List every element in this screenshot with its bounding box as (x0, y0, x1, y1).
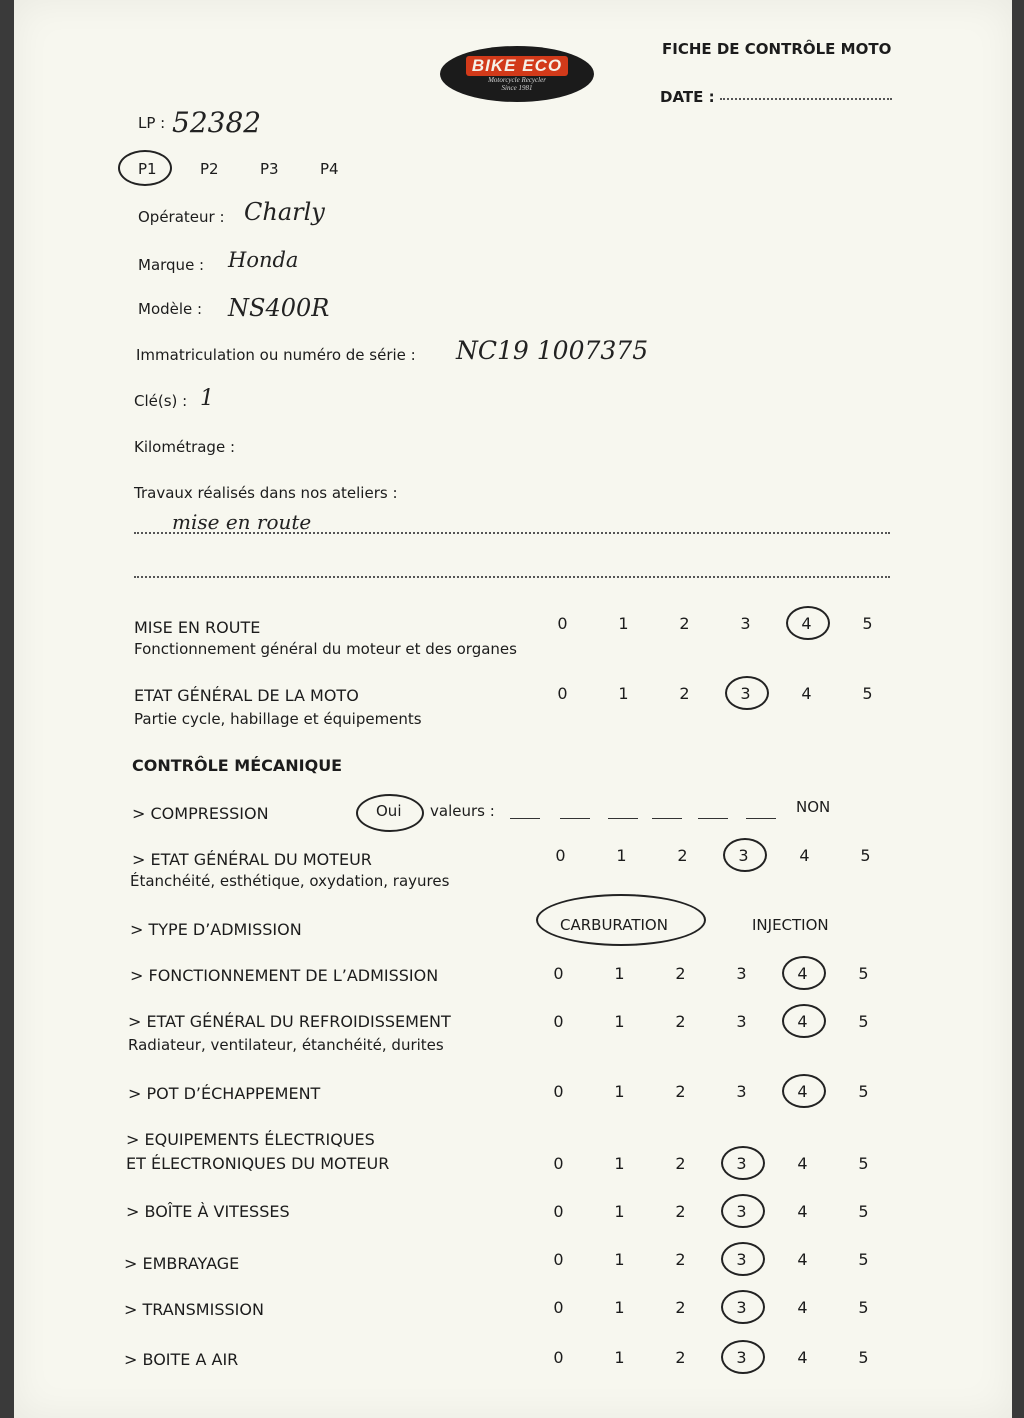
lp-value[interactable]: 52382 (172, 106, 262, 139)
admission-fonction-scale-option-4[interactable]: 4 (772, 964, 833, 983)
mise-en-route-scale-option-2[interactable]: 2 (679, 614, 690, 633)
boite-vitesses-scale-option-3[interactable]: 3 (711, 1202, 772, 1221)
echappement-scale-option-0[interactable]: 0 (553, 1082, 564, 1101)
etat-moto-scale[interactable] (532, 684, 898, 703)
etat-moteur-scale-option-4[interactable]: 4 (799, 846, 810, 865)
embrayage-scale-option-3[interactable]: 3 (711, 1250, 772, 1269)
position-p1[interactable]: P1 (138, 160, 157, 178)
travaux-value[interactable]: mise en route (172, 510, 312, 534)
boite-air-scale-option-4[interactable]: 4 (797, 1348, 808, 1367)
refroidissement-title: > ETAT GÉNÉRAL DU REFROIDISSEMENT (128, 1012, 451, 1031)
embrayage-scale-option-2[interactable]: 2 (675, 1250, 686, 1269)
echappement-scale-selected-circle (782, 1074, 826, 1108)
refroidissement-scale-option-3[interactable]: 3 (736, 1012, 747, 1031)
transmission-scale-option-5[interactable]: 5 (858, 1298, 869, 1317)
operateur-value[interactable]: Charly (244, 198, 325, 226)
compression-oui[interactable]: Oui (376, 802, 402, 820)
kilometrage-label: Kilométrage : (134, 438, 236, 456)
etat-moteur-scale[interactable] (530, 846, 896, 865)
electrique-scale-option-4[interactable]: 4 (797, 1154, 808, 1173)
echappement-scale-option-5[interactable]: 5 (858, 1082, 869, 1101)
bike-eco-logo (440, 46, 594, 102)
embrayage-scale[interactable] (528, 1250, 894, 1269)
etat-moteur-scale-selected-circle (723, 838, 767, 872)
operateur-label: Opérateur : (138, 208, 225, 226)
etat-moteur-subtitle: Étanchéité, esthétique, oxydation, rayures (130, 872, 450, 890)
admission-fonction-scale-selected-circle (782, 956, 826, 990)
etat-moteur-scale-option-5[interactable]: 5 (860, 846, 871, 865)
position-p2[interactable]: P2 (200, 160, 219, 178)
etat-moto-scale-option-0[interactable]: 0 (557, 684, 568, 703)
admission-fonction-scale-option-1[interactable]: 1 (614, 964, 625, 983)
admission-fonction-scale-option-2[interactable]: 2 (675, 964, 686, 983)
refroidissement-scale-option-0[interactable]: 0 (553, 1012, 564, 1031)
modele-value[interactable]: NS400R (228, 294, 330, 322)
boite-air-scale-option-0[interactable]: 0 (553, 1348, 564, 1367)
travaux-label: Travaux réalisés dans nos ateliers : (134, 484, 398, 502)
boite-vitesses-scale-option-2[interactable]: 2 (675, 1202, 686, 1221)
electrique-scale-option-5[interactable]: 5 (858, 1154, 869, 1173)
boite-vitesses-scale-option-4[interactable]: 4 (797, 1202, 808, 1221)
transmission-scale-selected-circle (721, 1290, 765, 1324)
valeur-blank-1[interactable] (510, 818, 540, 819)
refroidissement-scale-option-4[interactable]: 4 (772, 1012, 833, 1031)
form-title: FICHE DE CONTRÔLE MOTO (662, 40, 892, 58)
electrique-scale-selected-circle (721, 1146, 765, 1180)
refroidissement-subtitle: Radiateur, ventilateur, étanchéité, durites (128, 1036, 444, 1054)
section-title: CONTRÔLE MÉCANIQUE (132, 756, 343, 775)
electrique-title: > EQUIPEMENTS ÉLECTRIQUES (126, 1130, 375, 1149)
lp-label: LP : (138, 114, 166, 132)
embrayage-scale-option-4[interactable]: 4 (797, 1250, 808, 1269)
p1-selected-circle (118, 150, 172, 186)
etat-moto-scale-option-3[interactable]: 3 (715, 684, 776, 703)
electrique-scale-option-2[interactable]: 2 (675, 1154, 686, 1173)
etat-moteur-scale-option-0[interactable]: 0 (555, 846, 566, 865)
valeur-blank-4[interactable] (652, 818, 682, 819)
date-label: DATE : (660, 88, 715, 106)
echappement-scale-option-2[interactable]: 2 (675, 1082, 686, 1101)
etat-moto-scale-option-2[interactable]: 2 (679, 684, 690, 703)
embrayage-scale-option-1[interactable]: 1 (614, 1250, 625, 1269)
valeur-blank-3[interactable] (608, 818, 638, 819)
form-sheet (14, 0, 1012, 1418)
mise-en-route-scale[interactable] (532, 614, 898, 633)
etat-moto-scale-option-1[interactable]: 1 (618, 684, 629, 703)
boite-vitesses-scale-selected-circle (721, 1194, 765, 1228)
transmission-scale-option-1[interactable]: 1 (614, 1298, 625, 1317)
logo-subtitle: Motorcycle Recycler (488, 76, 546, 84)
boite-vitesses-scale-option-1[interactable]: 1 (614, 1202, 625, 1221)
electrique-scale-option-3[interactable]: 3 (711, 1154, 772, 1173)
etat-moto-scale-option-5[interactable]: 5 (862, 684, 873, 703)
refroidissement-scale-selected-circle (782, 1004, 826, 1038)
compression-label: > COMPRESSION (132, 804, 269, 823)
etat-moteur-title: > ETAT GÉNÉRAL DU MOTEUR (132, 850, 372, 869)
valeur-blank-5[interactable] (698, 818, 728, 819)
etat-moto-scale-option-4[interactable]: 4 (801, 684, 812, 703)
refroidissement-scale-option-1[interactable]: 1 (614, 1012, 625, 1031)
echappement-scale[interactable] (528, 1082, 894, 1101)
transmission-scale-option-4[interactable]: 4 (797, 1298, 808, 1317)
date-line[interactable] (720, 98, 892, 100)
transmission-scale-option-2[interactable]: 2 (675, 1298, 686, 1317)
immat-label: Immatriculation ou numéro de série : (136, 346, 416, 364)
electrique-scale-option-0[interactable]: 0 (553, 1154, 564, 1173)
modele-label: Modèle : (138, 300, 203, 318)
cles-label: Clé(s) : (134, 392, 188, 410)
mise-en-route-scale-selected-circle (786, 606, 830, 640)
echappement-scale-option-1[interactable]: 1 (614, 1082, 625, 1101)
mise-en-route-scale-option-3[interactable]: 3 (740, 614, 751, 633)
admission-fonction-scale-option-3[interactable]: 3 (736, 964, 747, 983)
admission-fonction-title: > FONCTIONNEMENT DE L’ADMISSION (130, 966, 439, 985)
embrayage-scale-option-0[interactable]: 0 (553, 1250, 564, 1269)
valeur-blank-6[interactable] (746, 818, 776, 819)
compression-non[interactable]: NON (796, 798, 831, 816)
transmission-scale-option-3[interactable]: 3 (711, 1298, 772, 1317)
mise-en-route-scale-option-0[interactable]: 0 (557, 614, 568, 633)
position-p4[interactable]: P4 (320, 160, 339, 178)
boite-vitesses-title: > BOÎTE À VITESSES (126, 1202, 290, 1221)
boite-vitesses-scale-option-5[interactable]: 5 (858, 1202, 869, 1221)
boite-air-scale-option-1[interactable]: 1 (614, 1348, 625, 1367)
boite-air-scale-option-3[interactable]: 3 (711, 1348, 772, 1367)
boite-air-scale[interactable] (528, 1348, 894, 1367)
boite-air-title: > BOITE A AIR (124, 1350, 239, 1369)
mise-en-route-title: MISE EN ROUTE (134, 618, 261, 637)
mise-en-route-scale-option-1[interactable]: 1 (618, 614, 629, 633)
refroidissement-scale-option-5[interactable]: 5 (858, 1012, 869, 1031)
boite-air-scale-selected-circle (721, 1340, 765, 1374)
etat-moteur-scale-option-1[interactable]: 1 (616, 846, 627, 865)
etat-moto-title: ETAT GÉNÉRAL DE LA MOTO (134, 686, 359, 705)
position-p3[interactable]: P3 (260, 160, 279, 178)
transmission-scale[interactable] (528, 1298, 894, 1317)
echappement-scale-option-3[interactable]: 3 (736, 1082, 747, 1101)
travaux-line-1[interactable] (134, 532, 890, 534)
logo-text: BIKE ECO (466, 56, 568, 76)
embrayage-title: > EMBRAYAGE (124, 1254, 240, 1273)
mise-en-route-scale-option-4[interactable]: 4 (776, 614, 837, 633)
boite-air-scale-option-5[interactable]: 5 (858, 1348, 869, 1367)
admission-injection[interactable]: INJECTION (752, 916, 829, 934)
transmission-title: > TRANSMISSION (124, 1300, 264, 1319)
boite-vitesses-scale[interactable] (528, 1202, 894, 1221)
admission-fonction-scale[interactable] (528, 964, 894, 983)
refroidissement-scale[interactable] (528, 1012, 894, 1031)
immat-value[interactable]: NC19 1007375 (456, 336, 649, 365)
refroidissement-scale-option-2[interactable]: 2 (675, 1012, 686, 1031)
echappement-title: > POT D’ÉCHAPPEMENT (128, 1084, 321, 1103)
electrique-scale[interactable] (528, 1154, 894, 1173)
embrayage-scale-option-5[interactable]: 5 (858, 1250, 869, 1269)
admission-type-label: > TYPE D’ADMISSION (130, 920, 302, 939)
boite-air-scale-option-2[interactable]: 2 (675, 1348, 686, 1367)
transmission-scale-option-0[interactable]: 0 (553, 1298, 564, 1317)
boite-vitesses-scale-option-0[interactable]: 0 (553, 1202, 564, 1221)
embrayage-scale-selected-circle (721, 1242, 765, 1276)
mise-en-route-scale-option-5[interactable]: 5 (862, 614, 873, 633)
cles-value[interactable]: 1 (200, 386, 214, 411)
valeur-blank-2[interactable] (560, 818, 590, 819)
admission-fonction-scale-option-5[interactable]: 5 (858, 964, 869, 983)
electrique-scale-option-1[interactable]: 1 (614, 1154, 625, 1173)
marque-label: Marque : (138, 256, 205, 274)
etat-moto-scale-selected-circle (725, 676, 769, 710)
logo-since: Since 1981 (501, 84, 533, 92)
travaux-line-2[interactable] (134, 576, 890, 578)
etat-moteur-scale-option-2[interactable]: 2 (677, 846, 688, 865)
admission-fonction-scale-option-0[interactable]: 0 (553, 964, 564, 983)
compression-valeurs-label: valeurs : (430, 802, 495, 820)
admission-carburation[interactable]: CARBURATION (560, 916, 668, 934)
etat-moto-subtitle: Partie cycle, habillage et équipements (134, 710, 422, 728)
etat-moteur-scale-option-3[interactable]: 3 (713, 846, 774, 865)
mise-en-route-subtitle: Fonctionnement général du moteur et des organes (134, 640, 517, 658)
electrique-subtitle: ET ÉLECTRONIQUES DU MOTEUR (126, 1154, 390, 1173)
echappement-scale-option-4[interactable]: 4 (772, 1082, 833, 1101)
marque-value[interactable]: Honda (228, 248, 299, 272)
